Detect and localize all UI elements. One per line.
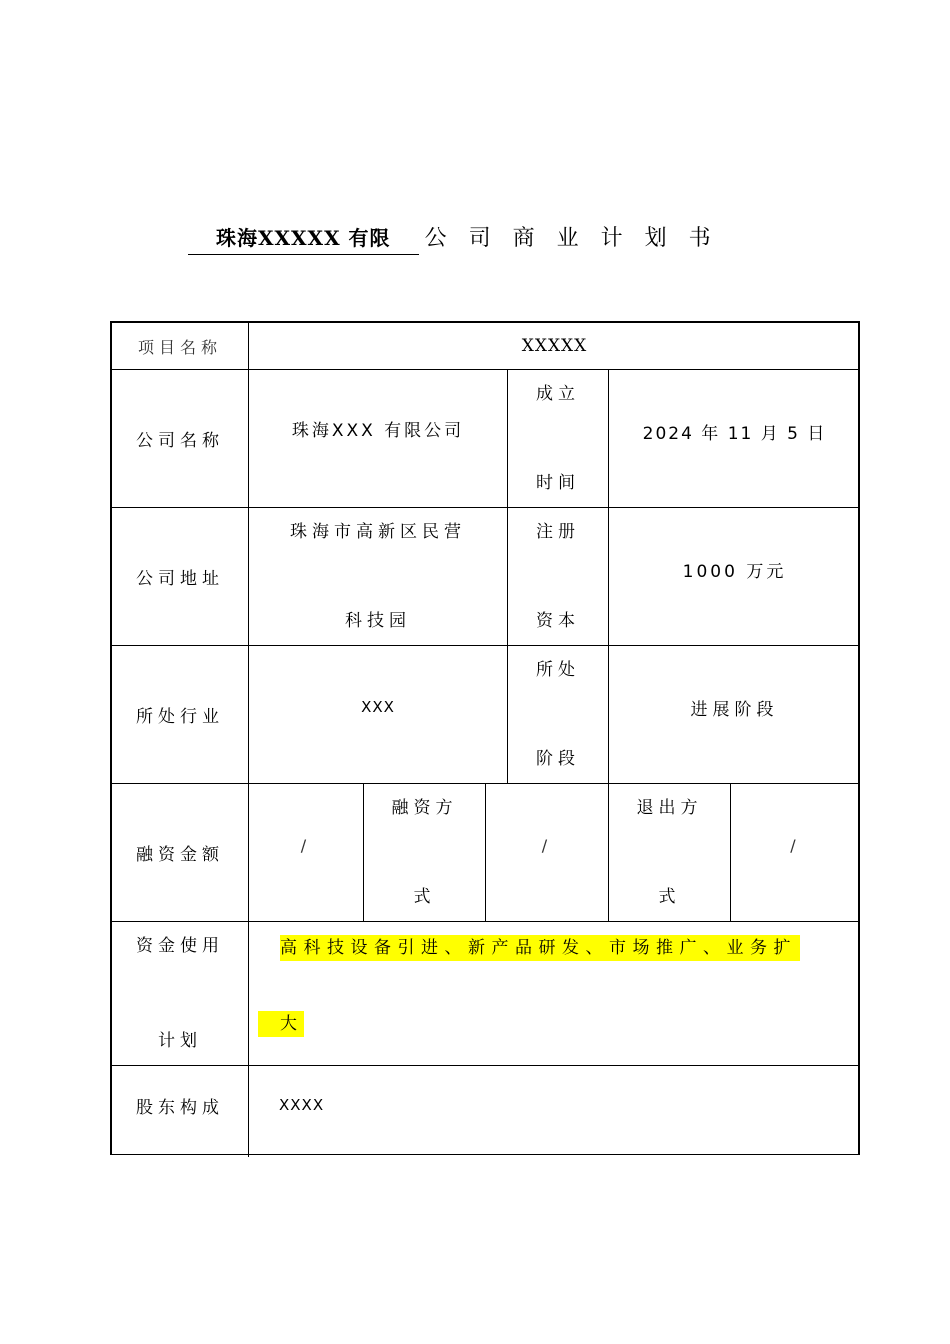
exit-method-label-line-2: 式 bbox=[658, 887, 681, 907]
capital-value: 1000 万元 bbox=[682, 561, 787, 582]
fund-use-label bbox=[112, 922, 248, 1065]
exit-method-value: / bbox=[790, 835, 801, 855]
exit-method-label bbox=[609, 784, 730, 921]
stage-label-line-1: 所处 bbox=[536, 660, 580, 680]
address-value bbox=[249, 508, 507, 645]
stage-label bbox=[508, 646, 608, 783]
financing-method-label bbox=[364, 784, 485, 921]
exit-method-label-line-1: 退出方 bbox=[636, 798, 703, 818]
company-name-value: 珠海XXX 有限公司 bbox=[291, 420, 465, 441]
title-rest: 公司商业计划书 bbox=[424, 226, 733, 251]
capital-label-line-2: 资本 bbox=[536, 611, 580, 631]
capital-label bbox=[508, 508, 608, 645]
founded-label-line-1: 成立 bbox=[536, 384, 580, 404]
financing-method-label-line-2: 式 bbox=[413, 887, 436, 907]
founded-label-line-2: 时间 bbox=[536, 473, 580, 493]
project-name-value: XXXXX bbox=[521, 336, 588, 356]
document-title bbox=[188, 222, 733, 256]
financing-method-label-line-1: 融资方 bbox=[391, 798, 458, 818]
title-company-underlined: 珠海XXXXX 有限 bbox=[188, 224, 419, 255]
fund-use-value-line-1: 高科技设备引进、新产品研发、市场推广、业务扩 bbox=[280, 935, 800, 961]
founded-label bbox=[508, 370, 608, 507]
address-label: 公司地址 bbox=[136, 569, 224, 589]
fund-use-label-line-1: 资金使用 bbox=[136, 936, 224, 956]
company-name-label: 公司名称 bbox=[136, 431, 224, 451]
fund-use-value bbox=[250, 923, 862, 1065]
shareholders-label: 股东构成 bbox=[136, 1097, 224, 1118]
address-value-line-2: 科技园 bbox=[345, 611, 411, 631]
project-name-label: 项目名称 bbox=[137, 337, 222, 357]
financing-method-value: / bbox=[541, 835, 553, 855]
business-plan-table bbox=[110, 321, 860, 1155]
fund-use-label-line-2: 计划 bbox=[158, 1031, 202, 1051]
financing-amount-label: 融资金额 bbox=[136, 845, 224, 865]
address-value-line-1: 珠海市高新区民营 bbox=[290, 522, 466, 542]
stage-value: 进展阶段 bbox=[690, 699, 779, 720]
financing-amount-value: / bbox=[300, 835, 312, 855]
shareholders-value: XXXX bbox=[279, 1096, 325, 1114]
founded-value: 2024 年 11 月 5 日 bbox=[642, 423, 827, 444]
industry-value: XXX bbox=[361, 698, 395, 716]
industry-label: 所处行业 bbox=[136, 707, 224, 727]
capital-label-line-1: 注册 bbox=[536, 522, 580, 542]
stage-label-line-2: 阶段 bbox=[536, 749, 580, 769]
fund-use-value-line-2: 大 bbox=[258, 1011, 304, 1037]
